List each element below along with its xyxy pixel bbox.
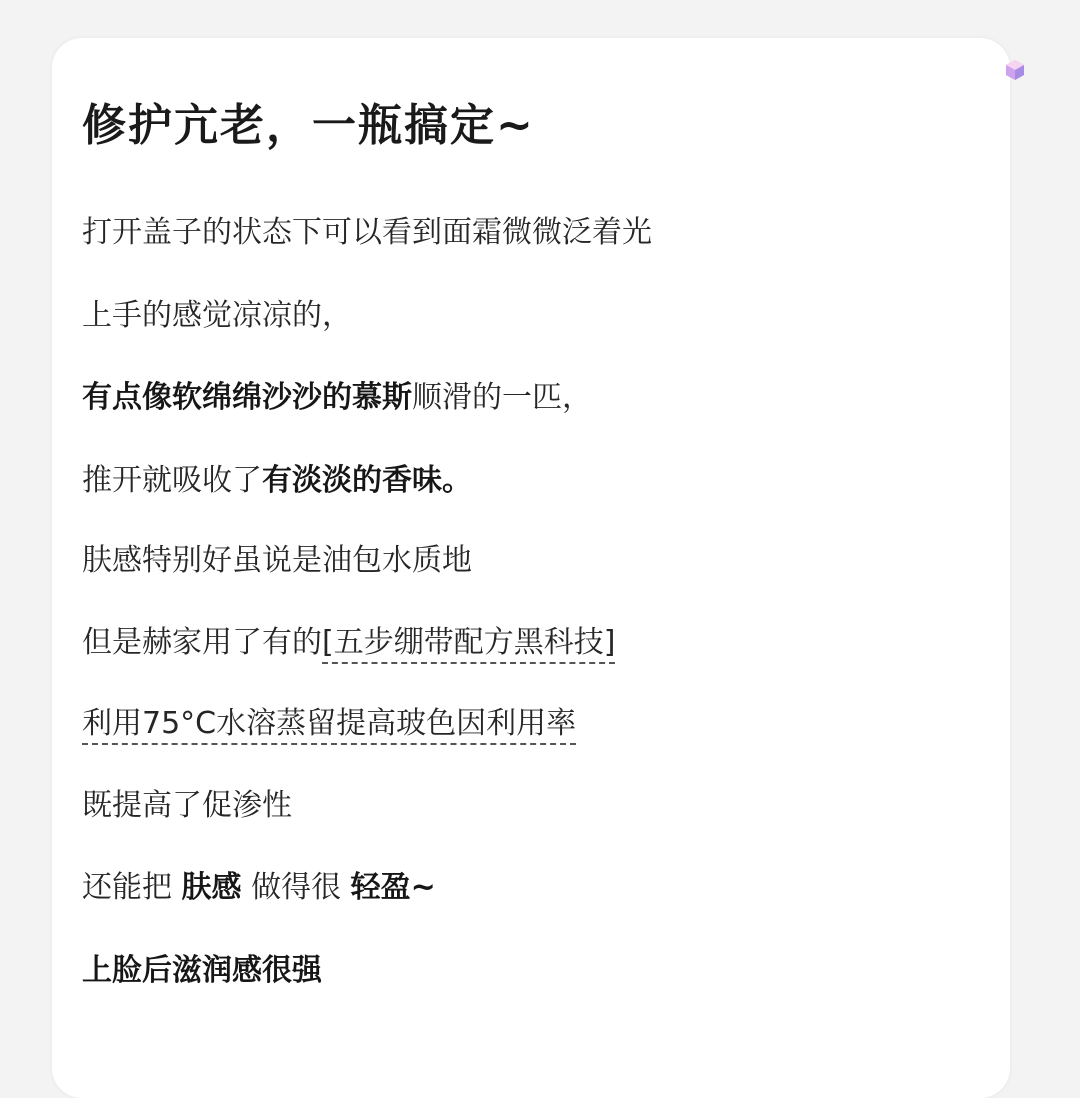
body-text: 上手的感觉凉凉的， xyxy=(82,298,352,333)
body-text: 推开就吸收了 xyxy=(82,463,262,498)
body-line-9 xyxy=(82,867,436,909)
highlight-text: 有点像软绵绵沙沙的慕斯 xyxy=(82,380,412,415)
body-line-1 xyxy=(82,212,652,254)
highlight-text: 上脸后滋润感很强 xyxy=(82,953,322,988)
highlight-text: 有淡淡的香味。 xyxy=(262,463,472,498)
body-text: 做得很 xyxy=(241,870,351,905)
body-text: 但是赫家用了有的 xyxy=(82,625,322,660)
body-text: 打开盖子的状态下可以看到面霜微微泛着光 xyxy=(82,215,652,250)
post-title: 修护亢老，一瓶搞定~ xyxy=(82,100,535,151)
dashed-underlined-text: [五步绷带配方黑科技] xyxy=(322,625,615,664)
body-line-2 xyxy=(82,295,352,337)
body-text: 既提高了促渗性 xyxy=(82,788,292,823)
body-text: 肤感特别好虽说是油包水质地 xyxy=(82,543,472,578)
body-line-10 xyxy=(82,950,322,992)
body-line-8 xyxy=(82,785,292,827)
highlight-text: 肤感 xyxy=(181,870,242,905)
gem-icon xyxy=(1003,58,1027,82)
highlight-text: 轻盈~ xyxy=(350,870,436,905)
dashed-underlined-text: 利用75°C水溶蒸留提高玻色因利用率 xyxy=(82,706,576,745)
body-line-5 xyxy=(82,540,472,582)
body-line-7 xyxy=(82,703,576,745)
body-text: 还能把 xyxy=(82,870,182,905)
body-line-4 xyxy=(82,460,472,502)
body-line-3 xyxy=(82,377,592,419)
body-line-6 xyxy=(82,622,615,664)
body-text: 顺滑的一匹， xyxy=(412,380,592,415)
